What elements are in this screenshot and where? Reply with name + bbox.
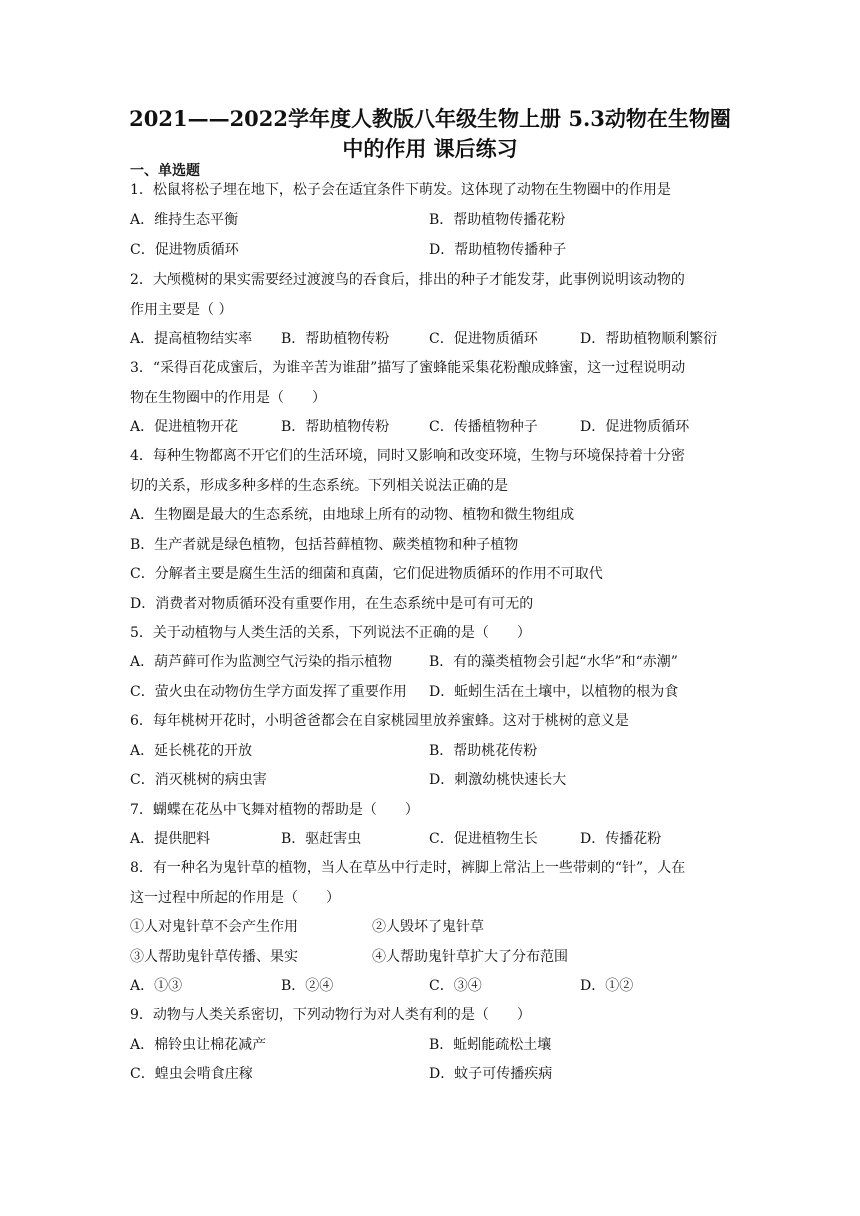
question-7-option-d: D．传播花粉 <box>580 831 662 847</box>
question-2-option-a: A．提高植物结实率 <box>130 331 253 347</box>
question-9-option-d: D．蚊子可传播疾病 <box>429 1066 553 1082</box>
question-3-option-c: C．传播植物种子 <box>429 419 538 435</box>
question-1-option-d: D．帮助植物传播种子 <box>429 242 567 258</box>
question-3-option-a: A．促进植物开花 <box>130 419 239 435</box>
question-4-stem-line-1: 4．每种生物都离不开它们的生活环境，同时又影响和改变环境，生物与环境保持着十分密 <box>130 448 685 464</box>
question-6-option-b: B．帮助桃花传粉 <box>429 743 538 759</box>
question-8-option-a: A．①③ <box>130 978 183 994</box>
question-5-stem: 5．关于动植物与人类生活的关系，下列说法不正确的是（ ） <box>130 625 531 641</box>
question-9-option-c: C．蝗虫会啃食庄稼 <box>130 1066 253 1082</box>
question-3-stem-line-2: 物在生物圈中的作用是（ ） <box>130 390 326 406</box>
question-2-option-d: D．帮助植物顺利繁衍 <box>580 331 718 347</box>
document-title-line-1: 2021——2022学年度人教版八年级生物上册 5.3动物在生物圈 <box>129 106 731 131</box>
question-4-option-b: B．生产者就是绿色植物，包括苔藓植物、蕨类植物和种子植物 <box>130 537 519 553</box>
question-7-stem: 7．蝴蝶在花丛中飞舞对植物的帮助是（ ） <box>130 802 419 818</box>
question-1-stem: 1．松鼠将松子埋在地下，松子会在适宜条件下萌发。这体现了动物在生物圈中的作用是 <box>130 182 671 198</box>
question-4-option-c: C．分解者主要是腐生生活的细菌和真菌，它们促进物质循环的作用不可取代 <box>130 566 603 582</box>
question-6-option-a: A．延长桃花的开放 <box>130 743 253 759</box>
question-7-option-c: C．促进植物生长 <box>429 831 538 847</box>
question-7-option-a: A．提供肥料 <box>130 831 211 847</box>
question-5-option-a: A．葫芦藓可作为监测空气污染的指示植物 <box>130 654 393 670</box>
question-2-option-b: B．帮助植物传粉 <box>281 331 390 347</box>
question-5-option-c: C．萤火虫在动物仿生学方面发挥了重要作用 <box>130 684 407 700</box>
question-4-option-d: D．消费者对物质循环没有重要作用，在生态系统中是可有可无的 <box>130 596 534 612</box>
question-6-option-d: D．刺激幼桃快速长大 <box>429 772 567 788</box>
question-9-stem: 9．动物与人类关系密切，下列动物行为对人类有利的是（ ） <box>130 1007 531 1023</box>
question-4-option-a: A．生物圈是最大的生态系统，由地球上所有的动物、植物和微生物组成 <box>130 507 575 523</box>
question-3-option-b: B．帮助植物传粉 <box>281 419 390 435</box>
question-3-stem-line-1: 3．“采得百花成蜜后，为谁辛苦为谁甜”描写了蜜蜂能采集花粉酿成蜂蜜，这一过程说明动 <box>130 360 686 376</box>
question-8-option-d: D．①② <box>580 978 634 994</box>
question-7-option-b: B．驱赶害虫 <box>281 831 362 847</box>
question-1-option-b: B．帮助植物传播花粉 <box>429 212 566 228</box>
question-1-option-a: A．维持生态平衡 <box>130 212 239 228</box>
question-9-option-b: B．蚯蚓能疏松土壤 <box>429 1037 552 1053</box>
question-3-option-d: D．促进物质循环 <box>580 419 690 435</box>
question-5-option-d: D．蚯蚓生活在土壤中，以植物的根为食 <box>429 684 679 700</box>
question-9-option-a: A．棉铃虫让棉花减产 <box>130 1037 267 1053</box>
question-6-option-c: C．消灭桃树的病虫害 <box>130 772 267 788</box>
question-8-statement-2: ②人毁坏了鬼针草 <box>372 919 484 935</box>
question-8-statement-1: ①人对鬼针草不会产生作用 <box>130 919 298 935</box>
question-8-stem-line-2: 这一过程中所起的作用是（ ） <box>130 890 340 906</box>
question-5-option-b: B．有的藻类植物会引起“水华”和“赤潮” <box>429 654 678 670</box>
document-title-line-2: 中的作用 课后练习 <box>342 136 518 161</box>
question-8-option-b: B．②④ <box>281 978 334 994</box>
question-4-stem-line-2: 切的关系，形成多种多样的生态系统。下列相关说法正确的是 <box>130 478 508 494</box>
section-heading: 一、单选题 <box>130 163 200 179</box>
question-8-option-c: C．③④ <box>429 978 482 994</box>
question-2-option-c: C．促进物质循环 <box>429 331 538 347</box>
question-8-stem-line-1: 8．有一种名为鬼针草的植物，当人在草丛中行走时，裤脚上常沾上一些带刺的“针”，人在 <box>130 860 686 876</box>
question-2-stem-line-2: 作用主要是（ ） <box>130 302 233 318</box>
question-6-stem: 6．每年桃树开花时，小明爸爸都会在自家桃园里放养蜜蜂。这对于桃树的意义是 <box>130 713 629 729</box>
question-8-statement-3: ③人帮助鬼针草传播、果实 <box>130 949 298 965</box>
question-1-option-c: C．促进物质循环 <box>130 242 239 258</box>
question-2-stem-line-1: 2．大颅榄树的果实需要经过渡渡鸟的吞食后，排出的种子才能发芽，此事例说明该动物的 <box>130 272 685 288</box>
question-8-statement-4: ④人帮助鬼针草扩大了分布范围 <box>372 949 568 965</box>
